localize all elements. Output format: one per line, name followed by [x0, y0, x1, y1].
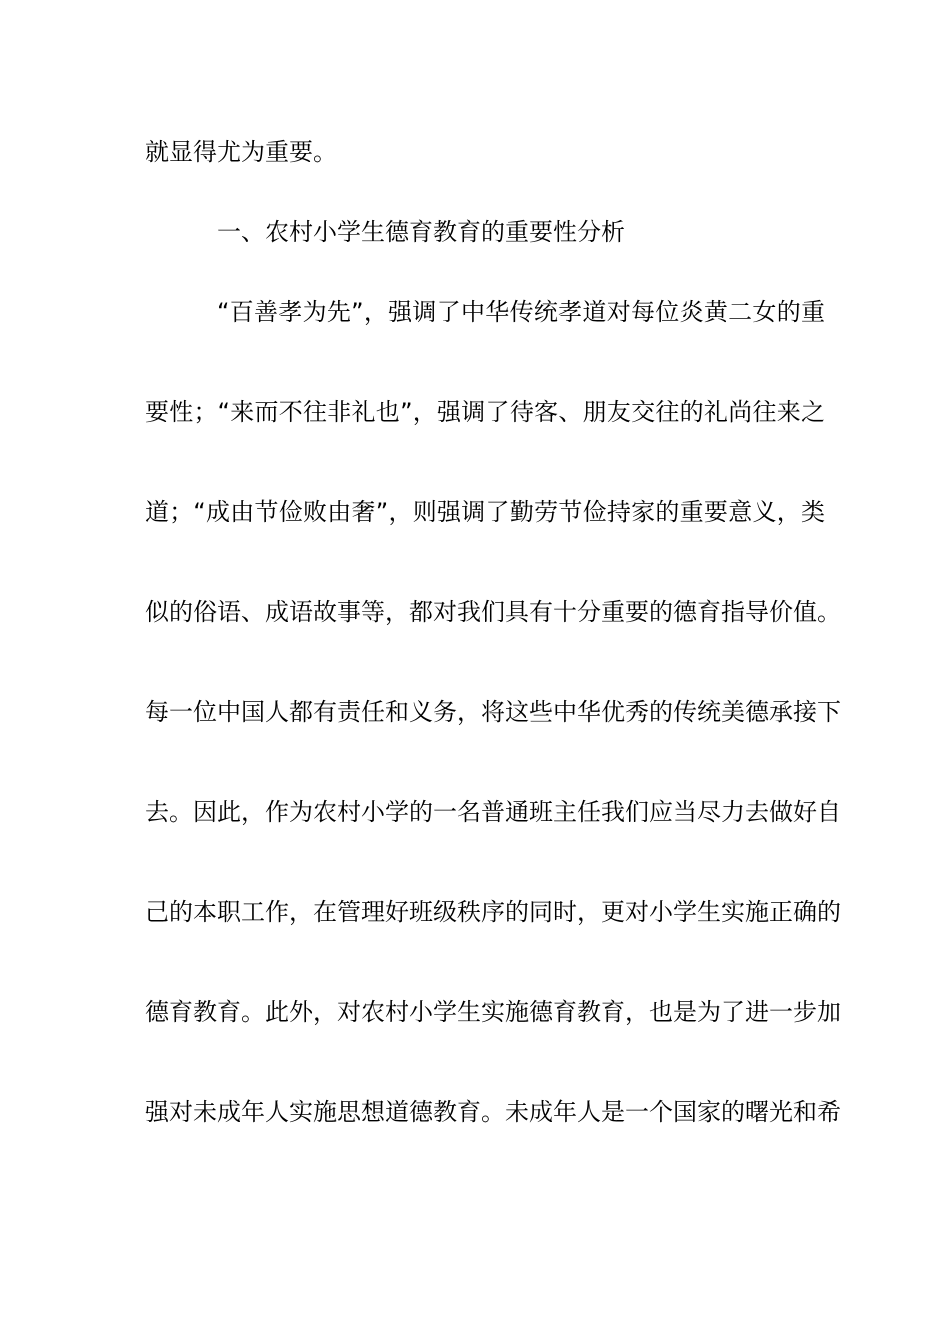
section-heading: 一、农村小学生德育教育的重要性分析: [217, 218, 625, 246]
paragraph-end-line: 就显得尤为重要。: [145, 138, 337, 166]
body-text-line: 要性；“来而不往非礼也”，强调了待客、朋友交往的礼尚往来之: [145, 398, 825, 426]
body-text-line: 似的俗语、成语故事等，都对我们具有十分重要的德育指导价值。: [145, 598, 841, 626]
body-text-line: “百善孝为先”，强调了中华传统孝道对每位炎黄二女的重: [217, 298, 825, 326]
body-text-line: 己的本职工作，在管理好班级秩序的同时，更对小学生实施正确的: [145, 898, 841, 926]
body-text-line: 每一位中国人都有责任和义务，将这些中华优秀的传统美德承接下: [145, 698, 841, 726]
body-text-line: 去。因此，作为农村小学的一名普通班主任我们应当尽力去做好自: [145, 798, 841, 826]
body-text-line: 道；“成由节俭败由奢”，则强调了勤劳节俭持家的重要意义，类: [145, 498, 825, 526]
body-text-line: 德育教育。此外，对农村小学生实施德育教育，也是为了进一步加: [145, 998, 841, 1026]
body-text-line: 强对未成年人实施思想道德教育。未成年人是一个国家的曙光和希: [145, 1098, 841, 1126]
